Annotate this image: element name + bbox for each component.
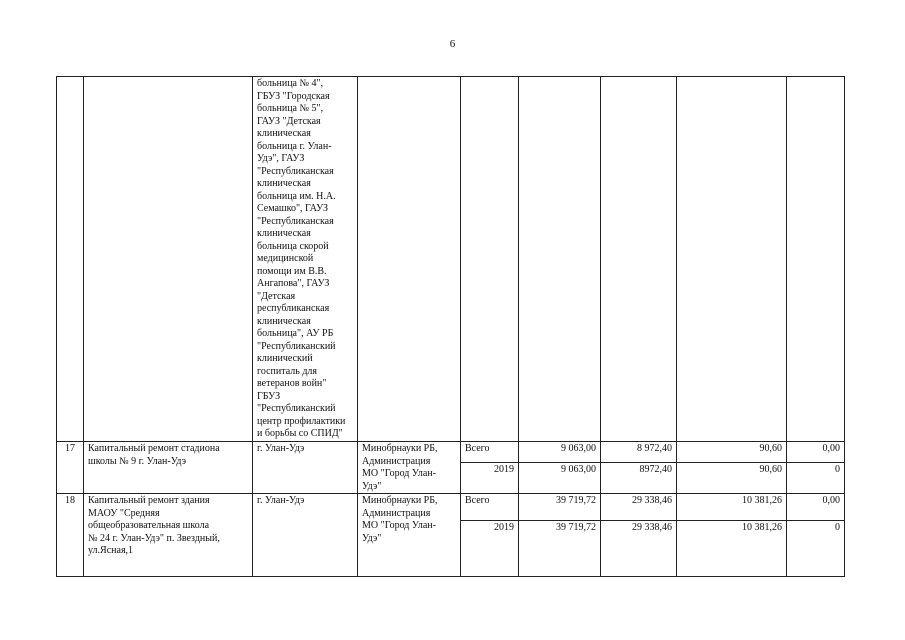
cell-responsible [358,77,461,442]
cell-v2 [601,77,677,442]
year-v2: 8972,40 [601,463,677,494]
object-location: г. Улан-Удэ [253,494,358,577]
year-v3: 90,60 [677,463,787,494]
object-name: Капитальный ремонт здания МАОУ "Средняя общеобразовательная школа № 24 г. Улан-Удэ" п. Звездный, ул.Ясная,1 [84,494,253,577]
total-v2: 8 972,40 [601,442,677,463]
responsible-org: Минобрнауки РБ, Администрация МО "Город Улан- Удэ" [358,494,461,577]
total-v1: 39 719,72 [519,494,601,521]
total-v3: 90,60 [677,442,787,463]
cell-num [57,77,84,442]
cell-period [461,77,519,442]
total-v4: 0,00 [787,494,845,521]
year-v1: 9 063,00 [519,463,601,494]
year-v3: 10 381,26 [677,521,787,577]
cell-name [84,77,253,442]
cell-v1 [519,77,601,442]
object-location: г. Улан-Удэ [253,442,358,494]
row-number: 18 [57,494,84,577]
year-label: 2019 [461,463,519,494]
total-v3: 10 381,26 [677,494,787,521]
year-v2: 29 338,46 [601,521,677,577]
table-row [57,494,845,521]
year-v1: 39 719,72 [519,521,601,577]
row-number: 17 [57,442,84,494]
total-label: Всего [461,442,519,463]
total-v1: 9 063,00 [519,442,601,463]
year-label: 2019 [461,521,519,577]
total-v2: 29 338,46 [601,494,677,521]
program-table [56,76,845,577]
year-v4: 0 [787,521,845,577]
responsible-org: Минобрнауки РБ, Администрация МО "Город Улан- Удэ" [358,442,461,494]
cell-v4 [787,77,845,442]
year-v4: 0 [787,463,845,494]
total-label: Всего [461,494,519,521]
page-number: 6 [449,38,456,50]
object-name: Капитальный ремонт стадиона школы № 9 г. Улан-Удэ [84,442,253,494]
total-v4: 0,00 [787,442,845,463]
cell-continuation-text: больница № 4", ГБУЗ "Городская больница № 5", ГАУЗ "Детская клиническая больница г. Улан- Удэ", ГАУЗ "Республиканская клиническая больница им. Н.А. Семашко", ГАУЗ "Республиканская клиническая больница скорой медицинской помощи им В.В. Ангапова", ГАУЗ "Детская республиканская клиническая больница", АУ РБ "Республиканский клинический госпиталь для ветеранов войн" ГБУЗ "Республиканский центр профилактики и борьбы со СПИД" [253,77,358,442]
continuation-row [57,77,845,442]
table-row [57,442,845,463]
cell-v3 [677,77,787,442]
